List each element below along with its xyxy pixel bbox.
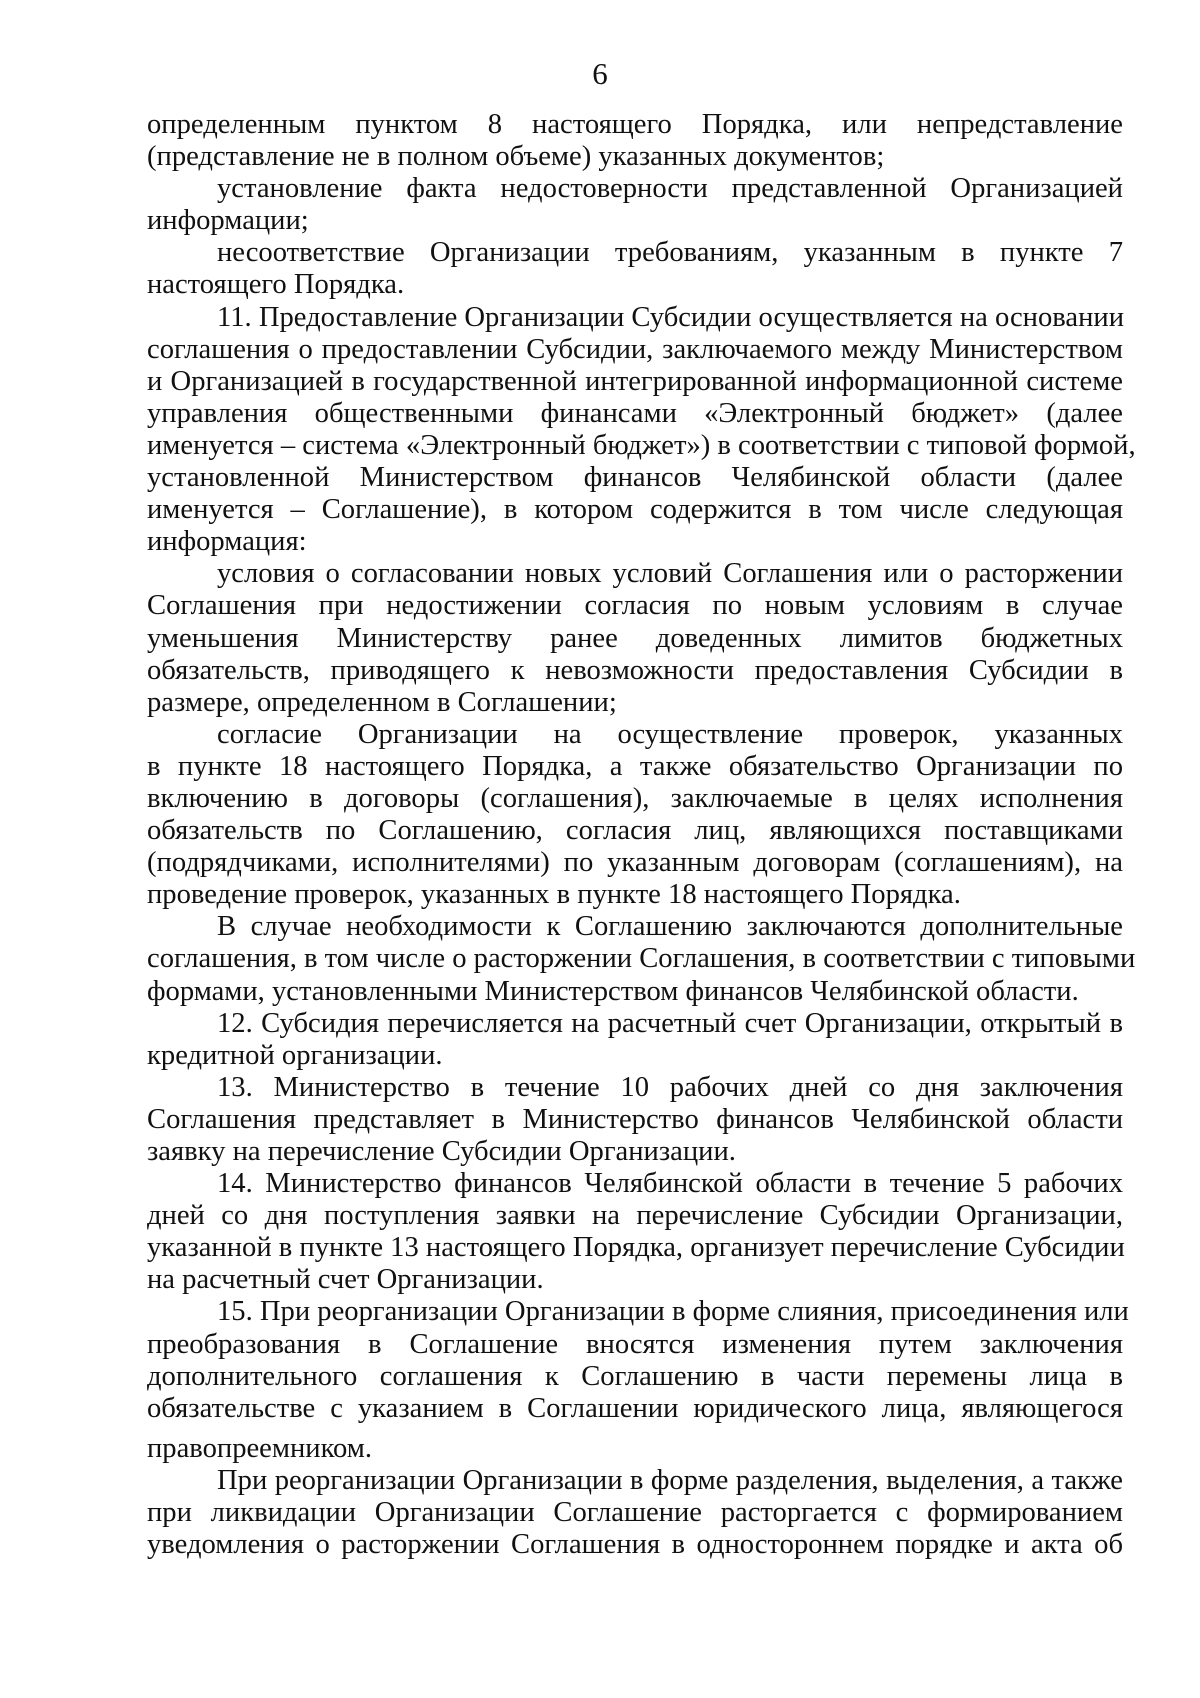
text-line: правопреемником.	[147, 1432, 373, 1464]
text-line: обязательств, приводящего к невозможности предоставления Субсидии в	[147, 654, 1123, 686]
page-number: 6	[592, 56, 608, 91]
text-line: 11. Предоставление Организации Субсидии осуществляется на основании	[217, 301, 1124, 333]
text-line: 12. Субсидия перечисляется на расчетный счет Организации, открытый в	[217, 1007, 1123, 1039]
text-line: установление факта недостоверности представленной Организацией	[217, 173, 1123, 205]
text-line: размере, определенном в Соглашении;	[147, 686, 617, 718]
paragraph-gap	[147, 1425, 1123, 1433]
text-line: согласие Организации на осуществление проверок, указанных	[217, 718, 1123, 750]
text-line: и Организацией в государственной интегрированной информационной системе	[147, 365, 1123, 397]
text-line: 13. Министерство в течение 10 рабочих дней со дня заключения	[217, 1071, 1123, 1103]
text-line: Соглашения представляет в Министерство финансов Челябинской области	[147, 1103, 1123, 1135]
text-line: заявку на перечисление Субсидии Организации.	[147, 1136, 736, 1167]
text-line: преобразования в Соглашение вносятся изменения путем заключения	[147, 1328, 1123, 1360]
text-line: несоответствие Организации требованиям, указанным в пункте 7	[217, 237, 1123, 269]
text-line: При реорганизации Организации в форме разделения, выделения, а также	[217, 1464, 1123, 1496]
text-line: (подрядчиками, исполнителями) по указанным договорам (соглашениям), на	[147, 847, 1123, 879]
text-line: проведение проверок, указанных в пункте 18 настоящего Порядка.	[147, 879, 961, 911]
text-line: указанной в пункте 13 настоящего Порядка, организует перечисление Субсидии	[147, 1232, 1125, 1264]
text-line: именуется – система «Электронный бюджет») в соответствии с типовой формой,	[147, 429, 1136, 461]
text-line: именуется – Соглашение), в котором содержится в том числе следующая	[147, 494, 1123, 526]
text-line: обязательстве с указанием в Соглашении юридического лица, являющегося	[147, 1392, 1123, 1424]
text-line: Соглашения при недостижении согласия по новым условиям в случае	[147, 590, 1123, 622]
text-line: информация:	[147, 526, 307, 558]
text-line: уменьшения Министерству ранее доведенных лимитов бюджетных	[147, 622, 1123, 654]
text-line: (представление не в полном объеме) указанных документов;	[147, 141, 885, 173]
text-line: при ликвидации Организации Соглашение расторгается с формированием	[147, 1497, 1123, 1529]
text-line: кредитной организации.	[147, 1039, 443, 1071]
document-body	[147, 109, 1136, 1561]
text-line: формами, установленными Министерством финансов Челябинской области.	[147, 975, 1079, 1007]
text-line: определенным пунктом 8 настоящего Порядка, или непредставление	[147, 109, 1123, 140]
text-line: соглашения о предоставлении Субсидии, заключаемого между Министерством	[147, 333, 1123, 365]
text-line: соглашения, в том числе о расторжении Соглашения, в соответствии с типовыми	[147, 943, 1136, 975]
text-line: 15. При реорганизации Организации в форме слияния, присоединения или	[217, 1296, 1129, 1328]
text-line: дней со дня поступления заявки на перечисление Субсидии Организации,	[147, 1200, 1123, 1232]
text-line: обязательств по Соглашению, согласия лиц, являющихся поставщиками	[147, 815, 1123, 847]
text-line: В случае необходимости к Соглашению заключаются дополнительные	[217, 911, 1123, 943]
text-line: на расчетный счет Организации.	[147, 1264, 544, 1296]
text-line: информации;	[147, 205, 309, 237]
text-line: установленной Министерством финансов Челябинской области (далее	[147, 462, 1123, 494]
text-line: в пункте 18 настоящего Порядка, а также обязательство Организации по	[147, 750, 1123, 782]
text-line: включению в договоры (соглашения), заключаемые в целях исполнения	[147, 782, 1123, 814]
text-line: настоящего Порядка.	[147, 269, 405, 301]
text-line: управления общественными финансами «Электронный бюджет» (далее	[147, 397, 1123, 429]
text-line: условия о согласовании новых условий Соглашения или о расторжении	[217, 558, 1123, 590]
text-line: уведомления о расторжении Соглашения в одностороннем порядке и акта об	[147, 1529, 1123, 1561]
text-line: дополнительного соглашения к Соглашению в части перемены лица в	[147, 1360, 1123, 1392]
text-line: 14. Министерство финансов Челябинской области в течение 5 рабочих	[217, 1168, 1123, 1200]
